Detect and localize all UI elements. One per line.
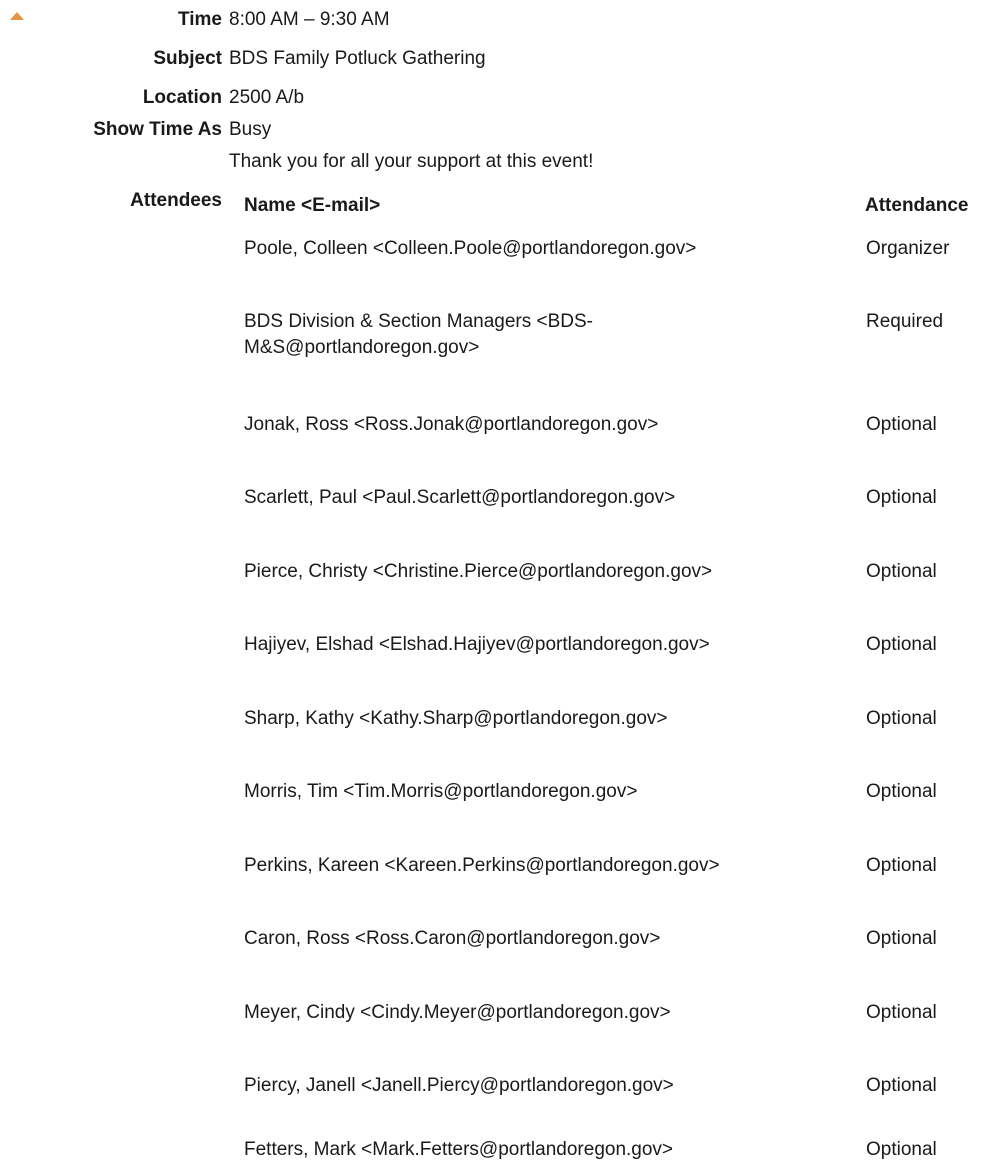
attendee-status: Optional: [866, 1002, 937, 1023]
attendee-status: Optional: [866, 781, 937, 802]
attendee-status: Optional: [866, 855, 937, 876]
attendee-name: Sharp, Kathy <Kathy.Sharp@portlandoregon.gov>: [244, 708, 668, 729]
attendee-status: Optional: [866, 414, 937, 435]
attendee-status: Required: [866, 311, 944, 332]
attendee-status: Optional: [866, 1139, 937, 1160]
attendee-status: Optional: [866, 487, 937, 508]
attendee-name: Hajiyev, Elshad <Elshad.Hajiyev@portlandoregon.gov>: [244, 634, 710, 655]
attendee-name: Poole, Colleen <Colleen.Poole@portlandoregon.gov>: [244, 238, 697, 259]
attendee-name: Perkins, Kareen <Kareen.Perkins@portlandoregon.gov>: [244, 855, 720, 876]
subject-value: BDS Family Potluck Gathering: [229, 48, 486, 69]
attendee-status: Optional: [866, 708, 937, 729]
time-label: Time: [177, 9, 222, 30]
attendee-name: Jonak, Ross <Ross.Jonak@portlandoregon.gov>: [244, 414, 659, 435]
location-label: Location: [142, 87, 222, 108]
attendee-status: Optional: [866, 634, 937, 655]
attendee-name: Meyer, Cindy <Cindy.Meyer@portlandoregon.gov>: [244, 1002, 671, 1023]
event-body-text: Thank you for all your support at this event!: [229, 151, 594, 172]
attendee-status: Optional: [866, 1075, 937, 1096]
attendee-name: Morris, Tim <Tim.Morris@portlandoregon.gov>: [244, 781, 638, 802]
body-row: [0, 152, 996, 180]
show-time-as-label: Show Time As: [93, 119, 222, 140]
subject-row: [0, 45, 996, 73]
attendee-name: Scarlett, Paul <Paul.Scarlett@portlandoregon.gov>: [244, 487, 676, 508]
show-time-as-row: [0, 116, 996, 144]
column-header-name: Name <E-mail>: [244, 195, 381, 216]
time-row: [0, 6, 996, 34]
location-row: [0, 84, 996, 112]
attendee-status: Optional: [866, 928, 937, 949]
attendee-name: Fetters, Mark <Mark.Fetters@portlandoregon.gov>: [244, 1139, 674, 1160]
attendee-name: Piercy, Janell <Janell.Piercy@portlandoregon.gov>: [244, 1075, 674, 1096]
location-value: 2500 A/b: [229, 87, 305, 108]
attendee-name: BDS Division & Section Managers <BDS-M&S@portlandoregon.gov>: [244, 311, 594, 358]
attendee-status: Organizer: [866, 238, 950, 259]
attendee-status: Optional: [866, 561, 937, 582]
column-header-attendance: Attendance: [865, 195, 969, 216]
attendees-label: Attendees: [130, 190, 222, 211]
subject-label: Subject: [153, 48, 222, 69]
show-time-as-value: Busy: [229, 119, 272, 140]
attendee-name: Caron, Ross <Ross.Caron@portlandoregon.gov>: [244, 928, 661, 949]
attendee-name: Pierce, Christy <Christine.Pierce@portlandoregon.gov>: [244, 561, 713, 582]
time-value: 8:00 AM – 9:30 AM: [229, 9, 390, 30]
